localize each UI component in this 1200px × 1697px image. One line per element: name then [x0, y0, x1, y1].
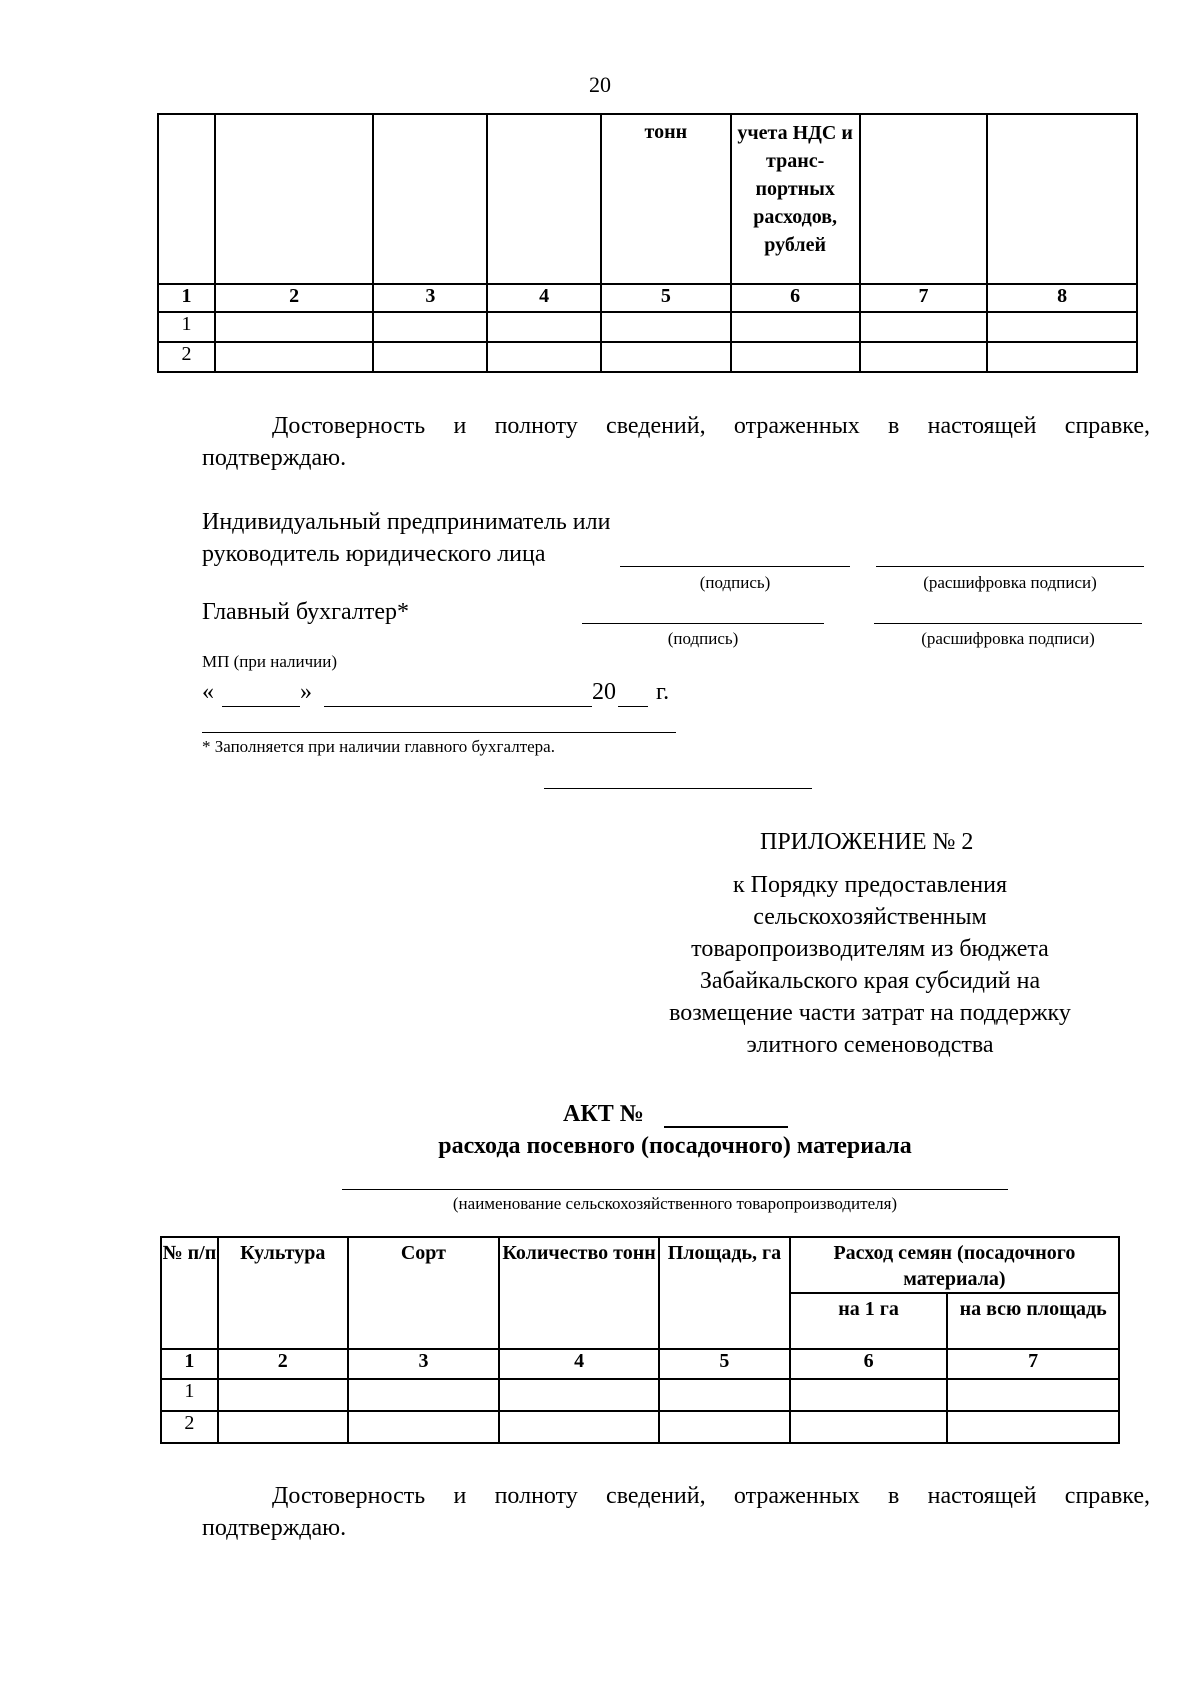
footnote-divider: [202, 732, 676, 733]
header-area: Площадь, га: [659, 1237, 790, 1349]
header-quantity: Количество тонн: [499, 1237, 659, 1349]
appendix-line: к Порядку предоставления: [732, 872, 1007, 898]
column-number-row: [158, 284, 1137, 312]
column-number: 7: [860, 284, 988, 312]
table-row: [161, 1411, 1119, 1443]
header-cell: [158, 114, 215, 284]
column-number: 6: [731, 284, 860, 312]
appendix-line: сельскохозяйственным: [753, 904, 987, 930]
signature-caption: (подпись): [667, 629, 739, 648]
header-cell: [215, 114, 374, 284]
page-number: 20: [589, 72, 611, 97]
appendix-line: Забайкальского края субсидий на: [699, 968, 1041, 994]
seed-consumption-table: [160, 1236, 1120, 1444]
appendix-line: возмещение части затрат на поддержку: [669, 1000, 1071, 1026]
producer-caption: (наименование сельскохозяйственного товаропроизводителя): [452, 1194, 898, 1213]
table-row: [161, 1379, 1119, 1411]
column-number: 2: [215, 284, 374, 312]
decoding-line: [876, 566, 1144, 567]
date-day-line: [222, 706, 300, 707]
appendix-title: ПРИЛОЖЕНИЕ № 2: [760, 829, 974, 855]
chief-accountant-label: Главный бухгалтер*: [202, 599, 409, 625]
header-crop: Культура: [218, 1237, 348, 1349]
column-number: 5: [659, 1349, 790, 1379]
entrepreneur-label: Индивидуальный предприниматель или: [202, 509, 611, 535]
column-number: 7: [947, 1349, 1119, 1379]
row-number: 1: [158, 312, 215, 342]
act-title: АКТ №: [563, 1101, 644, 1127]
header-variety: Сорт: [348, 1237, 500, 1349]
row-number: 2: [161, 1411, 218, 1443]
row-number: 2: [158, 342, 215, 372]
column-number: 3: [348, 1349, 500, 1379]
date-open-quote: «: [202, 679, 214, 705]
column-number: 4: [487, 284, 601, 312]
appendix-line: элитного семеноводства: [746, 1032, 994, 1058]
entrepreneur-label-2: руководитель юридического лица: [202, 541, 546, 567]
producer-name-line: [342, 1189, 1008, 1190]
header-cell: [860, 114, 988, 284]
appendix-line: товаропроизводителям из бюджета: [691, 936, 1049, 962]
header-consumption: Расход семян (посадочного материала): [790, 1237, 1119, 1293]
header-cell: [987, 114, 1137, 284]
date-year-line: [618, 706, 648, 707]
footnote: * Заполняется при наличии главного бухгалтера.: [202, 737, 555, 756]
table-header-row: [161, 1237, 1119, 1293]
certification-text-end: подтверждаю.: [202, 445, 347, 471]
header-cell-tonnes: тонн: [601, 114, 731, 284]
column-number: 2: [218, 1349, 348, 1379]
stamp-label: МП (при наличии): [202, 652, 338, 671]
header-total-area: на всю площадь: [947, 1293, 1119, 1349]
certification-text: Достоверность и полноту сведений, отраженных в настоящей справке,: [272, 413, 1150, 439]
table-row: [158, 342, 1137, 372]
column-number: 4: [499, 1349, 659, 1379]
column-number: 6: [790, 1349, 947, 1379]
header-cell: [373, 114, 487, 284]
column-number: 1: [158, 284, 215, 312]
decoding-caption: (расшифровка подписи): [921, 629, 1095, 648]
signature-line: [582, 623, 824, 624]
header-cell-price: учета НДС и транс-портных расходов, рублей: [731, 114, 860, 284]
column-number: 5: [601, 284, 731, 312]
date-year: 20: [592, 679, 616, 705]
column-number: 1: [161, 1349, 218, 1379]
date-close-quote: »: [300, 679, 312, 705]
column-number: 3: [373, 284, 487, 312]
section-divider: [544, 788, 812, 789]
act-subtitle: расхода посевного (посадочного) материала: [438, 1133, 912, 1159]
signature-line: [620, 566, 850, 567]
certification-text-end-2: подтверждаю.: [202, 1515, 347, 1541]
column-number-row: [161, 1349, 1119, 1379]
row-number: 1: [161, 1379, 218, 1411]
date-month-line: [324, 706, 592, 707]
header-per-ha: на 1 га: [790, 1293, 947, 1349]
decoding-caption: (расшифровка подписи): [923, 573, 1097, 592]
certification-text-2: Достоверность и полноту сведений, отраженных в настоящей справке,: [272, 1483, 1150, 1509]
header-cell: [487, 114, 601, 284]
expense-table-continuation: [157, 113, 1138, 373]
table-row: [158, 312, 1137, 342]
table-header-row: [158, 114, 1137, 284]
column-number: 8: [987, 284, 1137, 312]
decoding-line: [874, 623, 1142, 624]
header-number: № п/п: [161, 1237, 218, 1349]
signature-caption: (подпись): [699, 573, 771, 592]
act-number-line: [664, 1126, 788, 1128]
date-suffix: г.: [656, 679, 670, 705]
